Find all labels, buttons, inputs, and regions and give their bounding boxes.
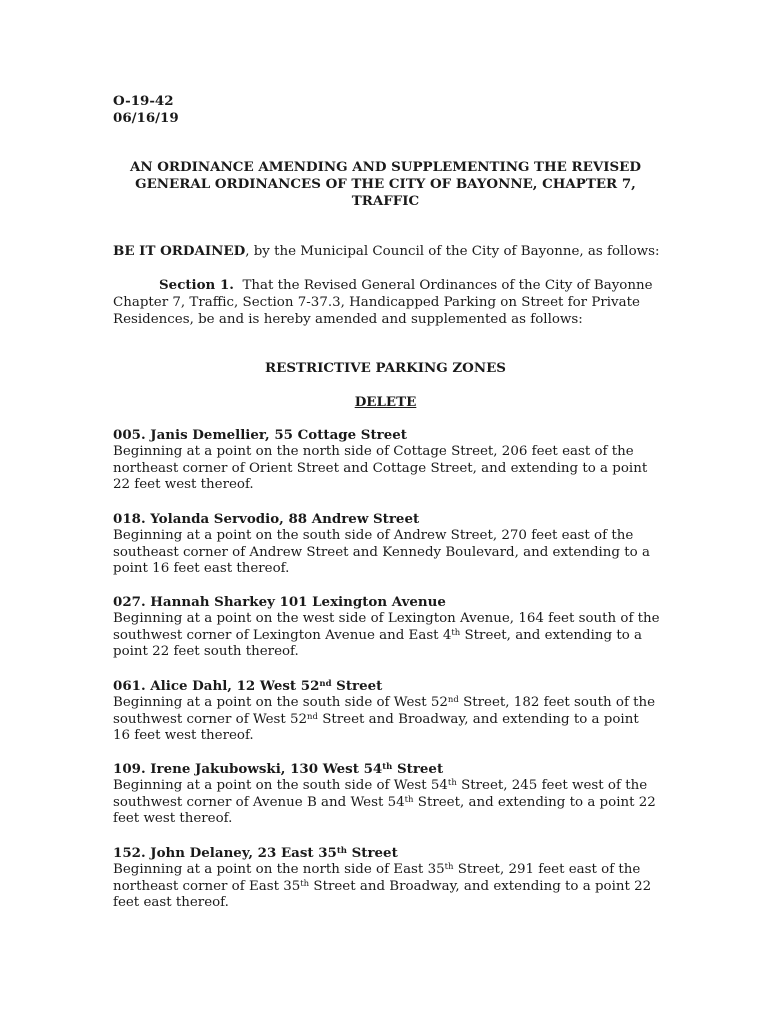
entry-description: Beginning at a point on the south side of West 52nd Street, 182 feet south of the (113, 694, 656, 710)
ordained-text: , by the Municipal Council of the City of Bayonne, as follows: (245, 244, 660, 259)
parking-zone-entry (113, 427, 673, 494)
entry-title: 027. Hannah Sharkey 101 Lexington Avenue (113, 594, 446, 610)
entry-title: 018. Yolanda Servodio, 88 Andrew Street (113, 511, 420, 527)
entry-description: 16 feet west thereof. (113, 728, 254, 744)
entry-description: southeast corner of Andrew Street and Kennedy Boulevard, and extending to a (113, 544, 650, 560)
document-date: 06/16/19 (113, 109, 179, 126)
entry-description: point 16 feet east thereof. (113, 561, 290, 577)
entry-description: Beginning at a point on the south side of West 54th Street, 245 feet west of the (113, 777, 648, 793)
entry-description: northeast corner of Orient Street and Cottage Street, and extending to a point (113, 460, 648, 476)
parking-zone-entry (113, 678, 673, 745)
entry-description: feet east thereof. (113, 895, 229, 911)
entry-description: Beginning at a point on the north side of East 35th Street, 291 feet east of the (113, 861, 641, 877)
title-line: GENERAL ORDINANCES OF THE CITY OF BAYONNE, CHAPTER 7, (135, 175, 636, 192)
ordained-clause (113, 243, 673, 261)
restrictive-parking-zones-heading: RESTRICTIVE PARKING ZONES (265, 360, 506, 376)
parking-zone-entry (113, 594, 673, 661)
ordained-lead: BE IT ORDAINED (113, 243, 246, 259)
section-1-text: Chapter 7, Traffic, Section 7-37.3, Handicapped Parking on Street for Private (113, 294, 640, 310)
parking-zone-entry (113, 761, 673, 828)
parking-zone-entry (113, 845, 673, 912)
ordinance-title (113, 159, 658, 209)
section-1-label: Section 1. (159, 277, 234, 293)
section-1-text: Residences, be and is hereby amended and supplemented as follows: (113, 311, 583, 327)
entry-title: 152. John Delaney, 23 East 35th Street (113, 845, 398, 861)
entry-description: 22 feet west thereof. (113, 477, 254, 493)
entry-description: Beginning at a point on the west side of Lexington Avenue, 164 feet south of the (113, 610, 660, 626)
ordinance-number: O-19-42 (113, 93, 174, 109)
entry-description: Beginning at a point on the south side of Andrew Street, 270 feet east of the (113, 527, 634, 543)
delete-heading: DELETE (354, 394, 417, 410)
document-id-block (113, 93, 179, 127)
parking-zone-entry (113, 511, 673, 578)
entry-title: 109. Irene Jakubowski, 130 West 54th Street (113, 761, 444, 777)
entry-description: southwest corner of Avenue B and West 54th Street, and extending to a point 22 (113, 794, 656, 810)
entry-description: northeast corner of East 35th Street and Broadway, and extending to a point 22 (113, 878, 652, 894)
entry-description: feet west thereof. (113, 811, 233, 827)
entry-description: Beginning at a point on the north side of Cottage Street, 206 feet east of the (113, 443, 634, 459)
entry-description: southwest corner of West 52nd Street and Broadway, and extending to a point (113, 711, 639, 727)
entry-title: 061. Alice Dahl, 12 West 52nd Street (113, 678, 383, 694)
title-line: TRAFFIC (351, 192, 420, 209)
section-1-text: That the Revised General Ordinances of the City of Bayonne (242, 278, 653, 293)
section-1-paragraph (113, 277, 673, 328)
entry-title: 005. Janis Demellier, 55 Cottage Street (113, 427, 407, 443)
entry-description: southwest corner of Lexington Avenue and East 4th Street, and extending to a (113, 627, 643, 643)
title-line: AN ORDINANCE AMENDING AND SUPPLEMENTING THE REVISED (129, 159, 642, 175)
entry-description: point 22 feet south thereof. (113, 644, 299, 660)
